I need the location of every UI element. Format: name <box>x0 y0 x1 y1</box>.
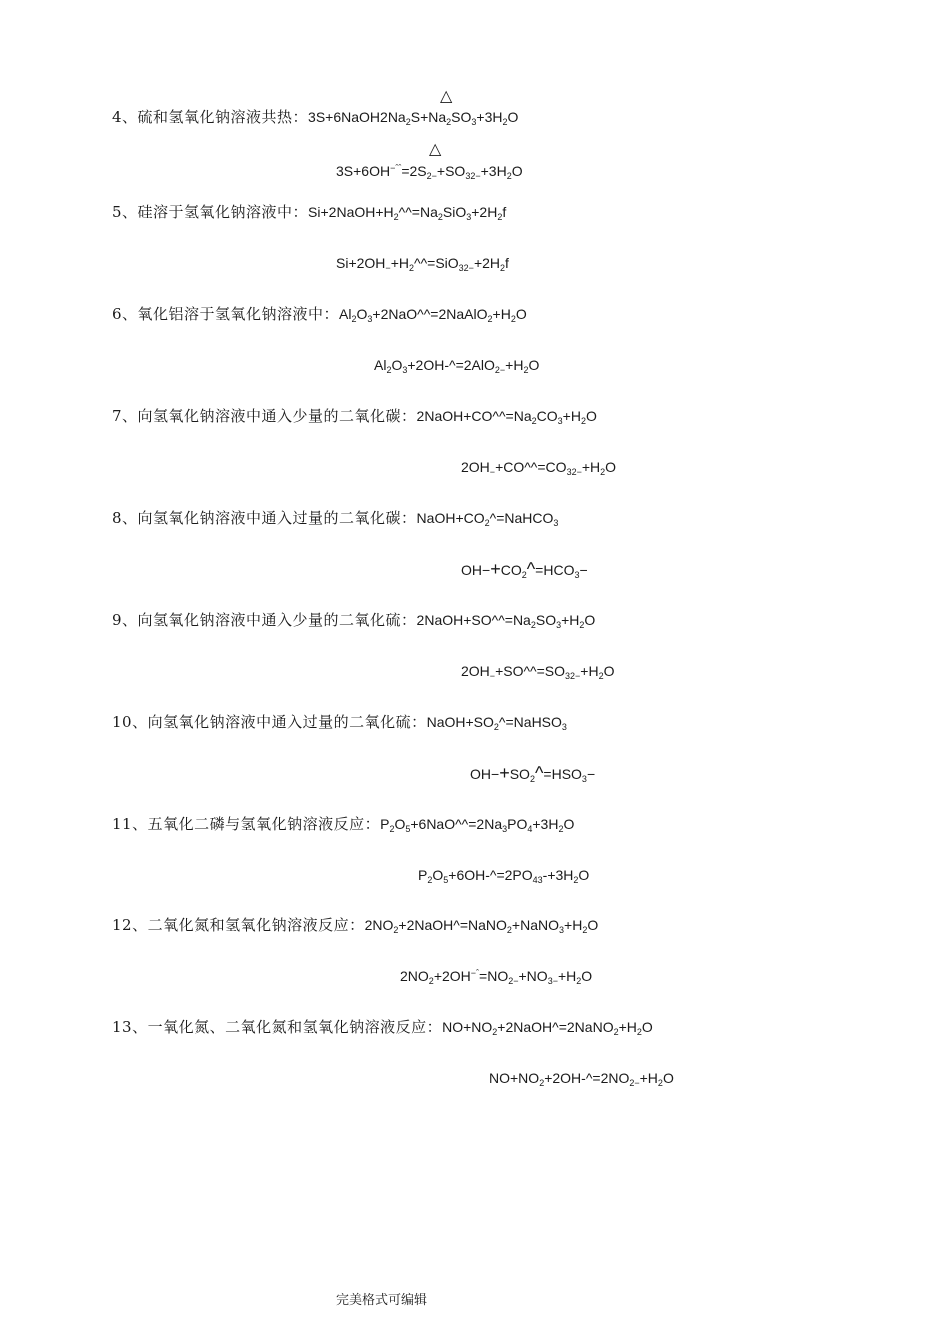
reaction-9-label: 9、向氢氧化钠溶液中通入少量的二氧化硫： <box>112 611 417 629</box>
reaction-4-line <box>112 108 518 127</box>
reaction-5-label: 5、硅溶于氢氧化钠溶液中： <box>112 203 309 221</box>
reaction-5-ionic: $Si+2OH_-+H_2\^{}\^{}=SiO_{32-}+2H_2f$ <box>336 255 509 273</box>
reaction-6-line <box>112 305 527 324</box>
heat-symbol: △ <box>440 86 453 105</box>
reaction-10-ionic: $OH-+SO_2\^{}=HSO_3-$ <box>470 763 596 784</box>
reaction-8-line <box>112 509 558 528</box>
reaction-11-ionic: $P_2O_5+6OH-\^{}=2PO_{43}-+3H_2O$ <box>418 867 590 885</box>
reaction-12-equation: $2NO_2+2NaOH\^{}=NaNO_2+NaNO_3+H_2O$ <box>364 917 599 935</box>
reaction-13-equation: $NO+NO_2+2NaOH\^{}=2NaNO_2+H_2O$ <box>442 1019 653 1037</box>
reaction-10-label: 10、向氢氧化钠溶液中通入过量的二氧化硫： <box>112 713 427 731</box>
reaction-12-label: 12、二氧化氮和氢氧化钠溶液反应： <box>112 916 365 934</box>
reaction-6-ionic: $Al_2O_3+2OH-\^{}=2AlO_{2-}+H_2O$ <box>374 357 540 375</box>
reaction-13-ionic: $NO+NO_2+2OH-\^{}=2NO_{2-}+H_2O$ <box>489 1070 674 1088</box>
reaction-7-label: 7、向氢氧化钠溶液中通入少量的二氧化碳： <box>112 407 417 425</box>
reaction-9-ionic: $2OH_-+SO\^{}\^{}=SO_{32-}+H_2O$ <box>461 663 615 681</box>
reaction-11-label: 11、五氧化二磷与氢氧化钠溶液反应： <box>112 815 381 833</box>
reaction-7-equation: $2NaOH+CO\^{}\^{}=Na_2CO_3+H_2O$ <box>416 408 597 426</box>
reaction-11-line <box>112 815 574 834</box>
reaction-7-ionic: $2OH_-+CO\^{}\^{}=CO_{32-}+H_2O$ <box>461 459 617 477</box>
reaction-6-equation: $Al_2O_3+2NaO\^{}\^{}=2NaAlO_2+H_2O$ <box>339 306 527 324</box>
reaction-5-line <box>112 203 506 222</box>
reaction-5-equation: $Si+2NaOH+H_2\^{}\^{}=Na_2SiO_3+2H_2f$ <box>308 204 507 222</box>
reaction-11-equation: $P_2O_5+6NaO\^{}\^{}=2Na_3PO_4+3H_2O$ <box>380 816 575 834</box>
reaction-8-label: 8、向氢氧化钠溶液中通入过量的二氧化碳： <box>112 509 417 527</box>
reaction-8-equation: $NaOH+CO_2\^{}=NaHCO_3$ <box>416 510 559 528</box>
reaction-8-ionic: $OH-+CO_2\^{}=HCO_3-$ <box>461 559 588 580</box>
reaction-13-label: 13、一氧化氮、二氧化氮和氢氧化钠溶液反应： <box>112 1018 443 1036</box>
reaction-4-label: 4、硫和氢氧化钠溶液共热： <box>112 108 309 126</box>
reaction-7-line <box>112 407 597 426</box>
reaction-4-equation: $3S+6NaOH2Na_2S+Na_2SO_3+3H_2O$ <box>308 109 519 127</box>
footer-text: 完美格式可编辑 <box>336 1293 428 1308</box>
reaction-4-ionic: $3S+6OH^{-ˆˆ}=2S_{2-}+SO_{32-}+3H_2O$ <box>336 163 523 181</box>
reaction-12-line <box>112 916 598 935</box>
reaction-12-ionic: $2NO_2+2OH^{-ˆ}=NO_{2-}+NO_{3-}+H_2O$ <box>400 968 593 986</box>
reaction-6-label: 6、氧化铝溶于氢氧化钠溶液中： <box>112 305 340 323</box>
reaction-13-line <box>112 1018 653 1037</box>
reaction-9-equation: $2NaOH+SO\^{}\^{}=Na_2SO_3+H_2O$ <box>416 612 596 630</box>
reaction-10-line <box>112 713 567 732</box>
heat-symbol-2: △ <box>429 139 442 158</box>
reaction-10-equation: $NaOH+SO_2\^{}=NaHSO_3$ <box>426 714 567 732</box>
reaction-9-line <box>112 611 595 630</box>
